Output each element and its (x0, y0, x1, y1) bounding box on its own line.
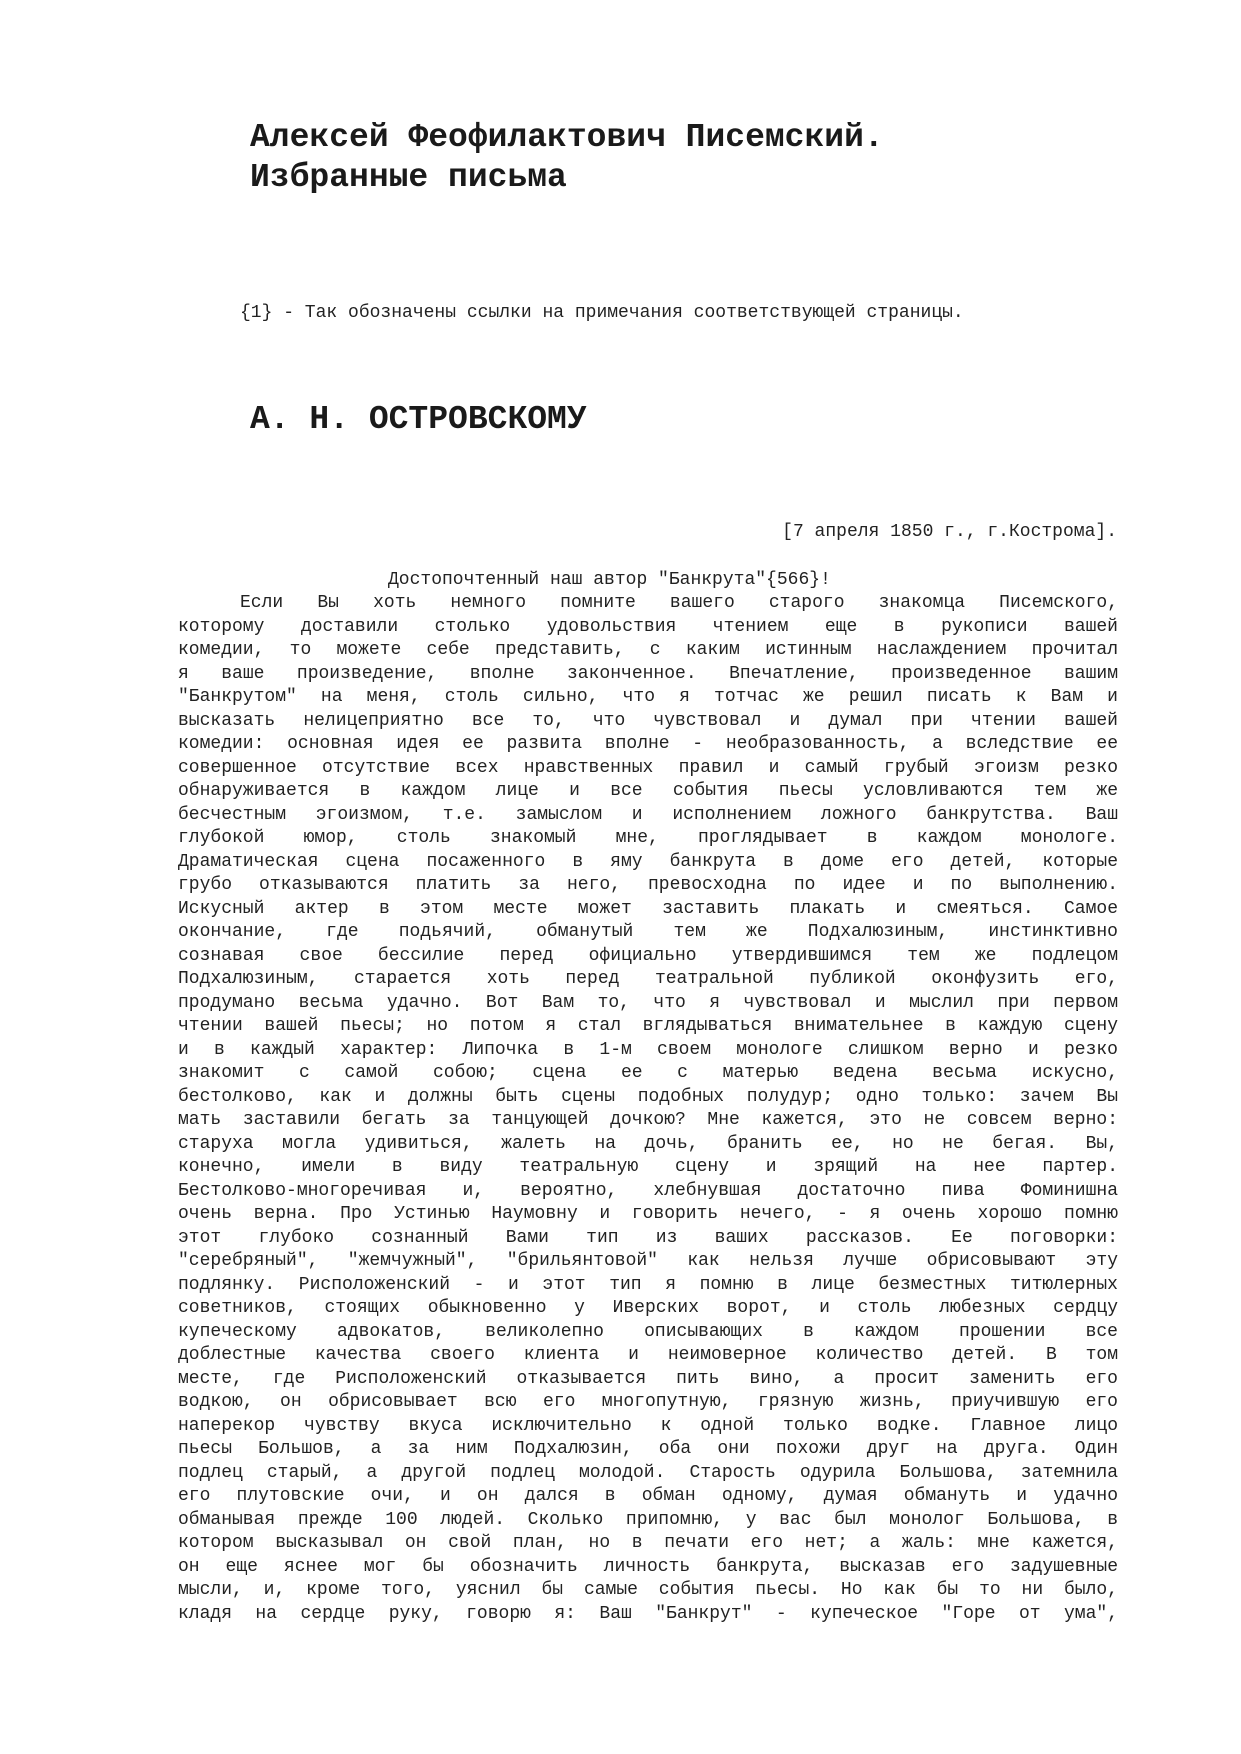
book-title-subtitle: Избранные письма (250, 159, 567, 196)
letter-line: старуха могла удивиться, жалеть на дочь, бранить ее, но не бегая. Вы, (178, 1133, 1118, 1154)
letter-line: продумано весьма удачно. Вот Вам то, что я чувствовал и мыслил при первом (178, 992, 1118, 1013)
letter-line: "Банкрутом" на меня, столь сильно, что я тотчас же решил писать к Вам и (178, 687, 1118, 707)
letter-line: его плутовские очи, и он дался в обман одному, думая обмануть и удачно (178, 1486, 1118, 1506)
letter-line: Бестолково-многоречивая и, вероятно, хлебнувшая достаточно пива Фоминишна (178, 1180, 1118, 1201)
letter-line: пьесы Большов, а за ним Подхалюзин, оба они похожи друг на друга. Один (178, 1439, 1118, 1459)
letter-line: котором высказывал он свой план, но в печати его нет; а жаль: мне кажется, (178, 1533, 1118, 1553)
letter-line: глубокой юмор, столь знакомый мне, проглядывает в каждом монологе. (178, 828, 1118, 848)
letter-line: этот глубоко сознанный Вами тип из ваших рассказов. Ее поговорки: (178, 1227, 1118, 1248)
letter-line: комедии, то можете себе представить, с каким истинным наслаждением прочитал (178, 640, 1118, 660)
letter-line: Искусный актер в этом месте может заставить плакать и смеяться. Самое (178, 898, 1118, 919)
letter-line: грубо отказываются платить за него, превосходна по идее и по выполнению. (178, 875, 1118, 895)
letter-line: мать заставили бегать за танцующей дочкою? Мне кажется, это не совсем верно: (178, 1110, 1118, 1130)
letter-line: купеческому адвокатов, великолепно описывающих в каждом прошении все (178, 1321, 1118, 1342)
letter-line: которому доставили столько удовольствия чтением еще в рукописи вашей (178, 616, 1118, 637)
letter-line: бесчестным эгоизмом, т.е. замыслом и исполнением ложного банкрутства. Ваш (178, 804, 1118, 825)
book-title-author: Алексей Феофилактович Писемский. (250, 119, 884, 156)
book-title (250, 118, 1150, 198)
section-heading: А. Н. ОСТРОВСКОМУ (250, 401, 587, 438)
letter-line: я ваше произведение, вполне законченное. Впечатление, произведенное вашим (178, 663, 1118, 684)
letter-line: чтении вашей пьесы; но потом я стал вглядываться внимательнее в каждую сцену (178, 1016, 1118, 1036)
letter-line: Если Вы хоть немного помните вашего старого знакомца Писемского, (240, 593, 1118, 613)
footnote-note: {1} - Так обозначены ссылки на примечания соответствующей страницы. (240, 303, 964, 323)
letter-line: подлец старый, а другой подлец молодой. Старость одурила Большова, затемнила (178, 1462, 1118, 1483)
letter-line: доблестные качества своего клиента и неимоверное количество детей. В том (178, 1345, 1118, 1365)
letter-line: наперекор чувству вкуса исключительно к одной только водке. Главное лицо (178, 1415, 1118, 1436)
letter-line: "серебряный", "жемчужный", "брильянтовой" как нельзя лучше обрисовывают эту (178, 1251, 1118, 1271)
letter-line: мысли, и, кроме того, уяснил бы самые события пьесы. Но как бы то ни было, (178, 1580, 1118, 1600)
letter-line: сознавая свое бессилие перед официально утвердившимся тем же подлецом (178, 945, 1118, 966)
letter-line: водкою, он обрисовывает всю его многопутную, грязную жизнь, приучившую его (178, 1392, 1118, 1412)
letter-salutation: Достопочтенный наш автор "Банкрута"{566}! (388, 570, 831, 590)
letter-line: и в каждый характер: Липочка в 1-м своем монологе слишком верно и резко (178, 1039, 1118, 1060)
letter-date: [7 апреля 1850 г., г.Кострома]. (782, 522, 1117, 542)
letter-line: высказать нелицеприятно все то, что чувствовал и думал при чтении вашей (178, 710, 1118, 731)
letter-line: он еще яснее мог бы обозначить личность банкрута, высказав его задушевные (178, 1556, 1118, 1577)
letter-line: совершенное отсутствие всех нравственных правил и самый грубый эгоизм резко (178, 757, 1118, 778)
letter-line: Подхалюзиным, старается хоть перед театральной публикой оконфузить его, (178, 969, 1118, 989)
letter-line: месте, где Рисположенский отказывается пить вино, а просит заменить его (178, 1368, 1118, 1389)
letter-line: обманывая прежде 100 людей. Сколько припомню, у вас был монолог Большова, в (178, 1509, 1118, 1530)
letter-line: советников, стоящих обыкновенно у Иверских ворот, и столь любезных сердцу (178, 1298, 1118, 1318)
letter-line: комедии: основная идея ее развита вполне - необразованность, а вследствие ее (178, 734, 1118, 754)
letter-line: кладя на сердце руку, говорю я: Ваш "Банкрут" - купеческое "Горе от ума", (178, 1603, 1118, 1624)
letter-line: обнаруживается в каждом лице и все события пьесы условливаются тем же (178, 781, 1118, 801)
letter-line: подлянку. Рисположенский - и этот тип я помню в лице безместных титюлерных (178, 1274, 1118, 1295)
letter-line: окончание, где подьячий, обманутый тем же Подхалюзиным, инстинктивно (178, 922, 1118, 942)
letter-line: бестолково, как и должны быть сцены подобных полудур; одно только: зачем Вы (178, 1086, 1118, 1107)
letter-body (178, 592, 1118, 1626)
letter-line: Драматическая сцена посаженного в яму банкрута в доме его детей, которые (178, 851, 1118, 872)
letter-line: знакомит с самой собою; сцена ее с матерью ведена весьма искусно, (178, 1063, 1118, 1083)
letter-line: конечно, имели в виду театральную сцену и зрящий на нее партер. (178, 1157, 1118, 1177)
letter-line: очень верна. Про Устинью Наумовну и говорить нечего, - я очень хорошо помню (178, 1204, 1118, 1224)
